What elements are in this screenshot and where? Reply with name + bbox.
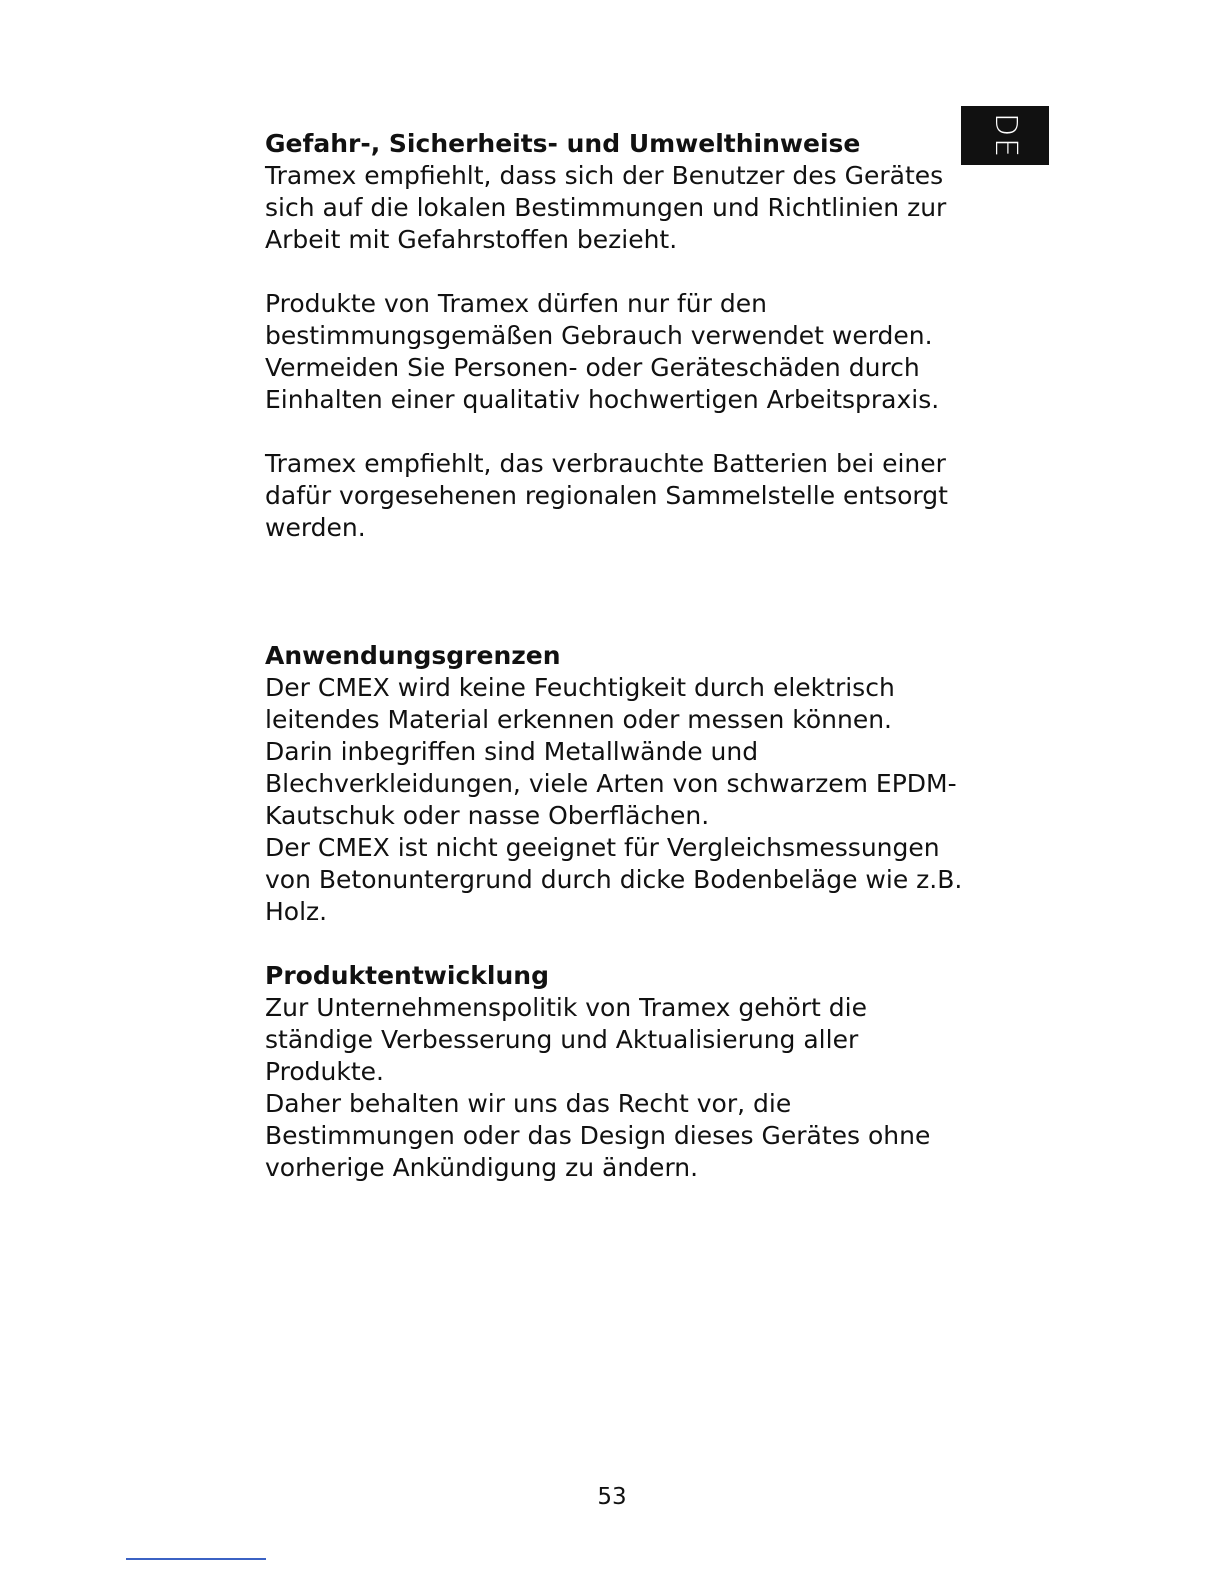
paragraph: Tramex empfiehlt, das verbrauchte Batterien bei einer dafür vorgesehenen regionalen Sammelstelle entsorgt werden. bbox=[265, 449, 948, 542]
paragraph: Der CMEX ist nicht geeignet für Vergleichsmessungen von Betonuntergrund durch dicke Bodenbeläge wie z.B. Holz. bbox=[265, 833, 963, 926]
section-heading: Anwendungsgrenzen bbox=[265, 641, 561, 670]
language-tab-label: DE bbox=[988, 112, 1023, 159]
page-number: 53 bbox=[597, 1484, 627, 1510]
section-product-development bbox=[265, 960, 965, 1184]
paragraph: Zur Unternehmenspolitik von Tramex gehört die ständige Verbesserung und Aktualisierung aller Produkte. bbox=[265, 993, 867, 1086]
paragraph: Der CMEX wird keine Feuchtigkeit durch elektrisch leitendes Material erkennen oder messen können. Darin inbegriffen sind Metallwände und Blechverkleidungen, viele Arten von schwarzem EPDM-Kautschuk oder nasse Oberflächen. bbox=[265, 673, 957, 830]
paragraph: Tramex empfiehlt, dass sich der Benutzer des Gerätes sich auf die lokalen Bestimmungen und Richtlinien zur Arbeit mit Gefahrstoffen bezieht. bbox=[265, 161, 947, 254]
paragraph: Daher behalten wir uns das Recht vor, die Bestimmungen oder das Design dieses Gerätes ohne vorherige Ankündigung zu ändern. bbox=[265, 1089, 931, 1182]
section-heading: Gefahr-, Sicherheits- und Umwelthinweise bbox=[265, 129, 861, 158]
section-limitations bbox=[265, 640, 965, 928]
paragraph: Produkte von Tramex dürfen nur für den bestimmungsgemäßen Gebrauch verwendet werden. Vermeiden Sie Personen- oder Geräteschäden durch Einhalten einer qualitativ hochwertigen Arbeitspraxis. bbox=[265, 289, 940, 414]
language-tab bbox=[961, 106, 1049, 165]
section-safety bbox=[265, 128, 965, 544]
page-content bbox=[265, 128, 965, 1184]
section-heading: Produktentwicklung bbox=[265, 961, 549, 990]
footnote-divider bbox=[126, 1558, 266, 1560]
